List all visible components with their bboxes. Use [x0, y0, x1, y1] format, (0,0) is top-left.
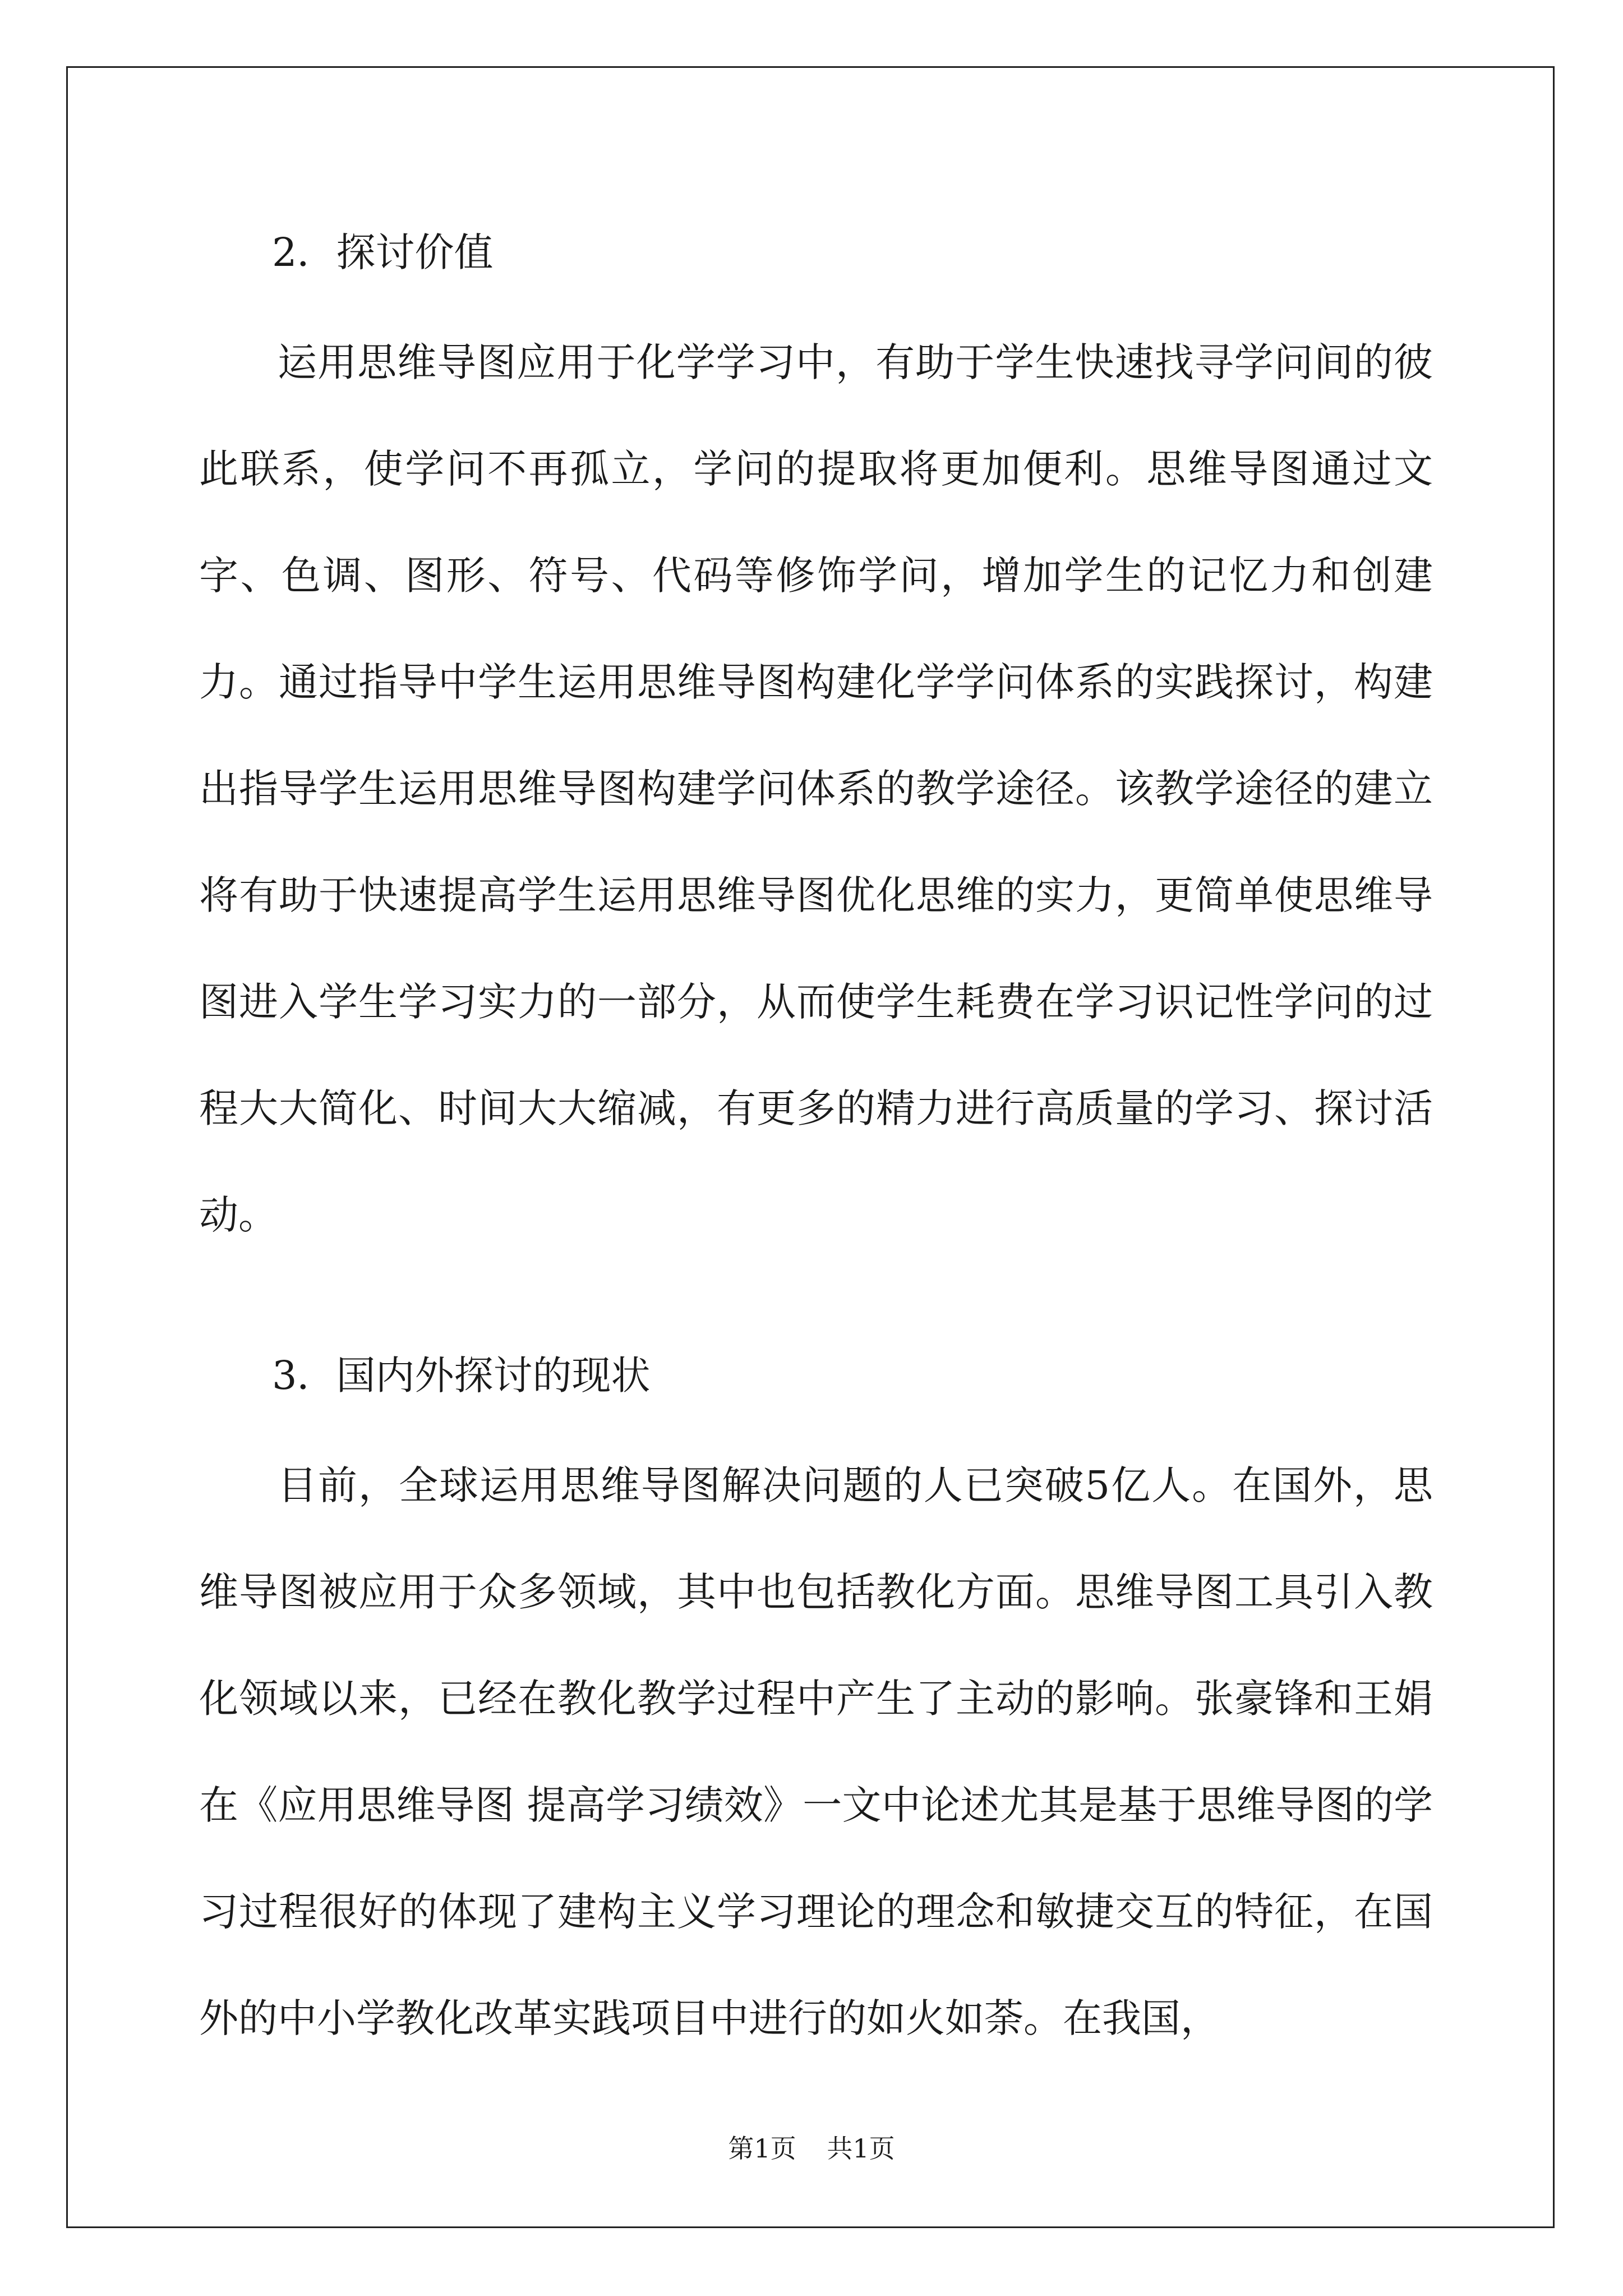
section-paragraph: 运用思维导图应用于化学学习中，有助于学生快速找寻学问间的彼此联系，使学问不再孤立，学问的提取将更加便利。思维导图通过文字、色调、图形、符号、代码等修饰学问，增加学生的记忆力和创建力。通过指导中学生运用思维导图构建化学学问体系的实践探讨，构建出指导学生运用思维导图构建学问体系的教学途径。该教学途径的建立将有助于快速提高学生运用思维导图优化思维的实力，更简单使思维导图进入学生学习实力的一部分，从而使学生耗费在学习识记性学问的过程大大简化、时间大大缩减，有更多的精力进行高质量的学习、探讨活动。	[199, 339, 1433, 1238]
page-total: 共1页	[827, 2133, 895, 2164]
section-research-status	[199, 1347, 1433, 2097]
section-paragraph: 目前，全球运用思维导图解决问题的人已突破5亿人。在国外，思维导图被应用于众多领域，其中也包括教化方面。思维导图工具引入教化领域以来，已经在教化教学过程中产生了主动的影响。张豪锋和王娟在《应用思维导图 提高学习绩效》一文中论述尤其是基于思维导图的学习过程很好的体现了建构主义学习理论的理念和敏捷交互的特征，在国外的中小学教化改革实践项目中进行的如火如荼。在我国，	[199, 1462, 1433, 2041]
section-research-value	[199, 224, 1433, 1294]
document-body	[199, 224, 1433, 2151]
section-heading: 3．国内外探讨的现状	[272, 1352, 651, 1398]
section-heading: 2．探讨价值	[272, 229, 494, 275]
page-footer	[0, 2132, 1623, 2165]
page-number: 第1页	[728, 2133, 796, 2164]
